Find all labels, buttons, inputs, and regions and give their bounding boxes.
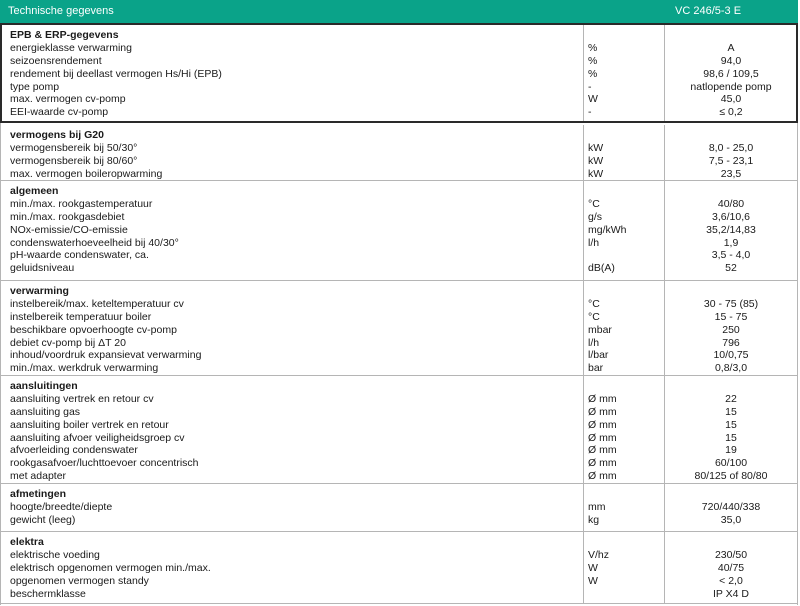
unit-cell: kW bbox=[588, 154, 604, 167]
value-cell: 94,0 bbox=[720, 54, 742, 67]
table-row bbox=[0, 432, 798, 445]
table-row bbox=[0, 575, 798, 588]
unit-cell: - bbox=[588, 106, 592, 119]
table-row bbox=[0, 155, 798, 168]
table-row bbox=[0, 362, 798, 375]
value-cell: A bbox=[727, 41, 735, 54]
value-cell: 52 bbox=[725, 262, 737, 275]
section-heading-row bbox=[0, 129, 798, 142]
parameter-label: aansluiting vertrek en retour cv bbox=[10, 392, 154, 405]
table-row bbox=[0, 324, 798, 337]
section-heading-row bbox=[0, 285, 798, 298]
parameter-label: rookgasafvoer/luchttoevoer concentrisch bbox=[10, 457, 199, 470]
parameter-label: NOx-emissie/CO-emissie bbox=[10, 223, 128, 236]
unit-cell: - bbox=[588, 80, 592, 93]
unit-cell: W bbox=[588, 574, 598, 587]
table-row bbox=[0, 444, 798, 457]
value-cell: 40/75 bbox=[717, 561, 745, 574]
section-rows bbox=[0, 185, 798, 275]
unit-cell: Ø mm bbox=[588, 444, 617, 457]
unit-cell: l/h bbox=[588, 336, 600, 349]
value-cell: 15 - 75 bbox=[714, 310, 748, 323]
table-row bbox=[0, 298, 798, 311]
section-aansluitingen bbox=[0, 376, 798, 484]
parameter-label: instelbereik/max. keteltemperatuur cv bbox=[10, 297, 184, 310]
section-heading-row bbox=[0, 185, 798, 198]
value-cell: 720/440/338 bbox=[701, 500, 761, 513]
parameter-label: elektrisch opgenomen vermogen min./max. bbox=[10, 561, 211, 574]
section-heading-row bbox=[2, 29, 796, 42]
section-heading: aansluitingen bbox=[10, 380, 78, 392]
unit-cell: W bbox=[588, 93, 598, 106]
table-row bbox=[0, 198, 798, 211]
unit-cell: Ø mm bbox=[588, 405, 617, 418]
unit-cell: °C bbox=[588, 310, 600, 323]
unit-cell: W bbox=[588, 561, 598, 574]
value-cell: 10/0,75 bbox=[713, 349, 749, 362]
section-heading: elektra bbox=[10, 536, 44, 548]
parameter-label: opgenomen vermogen standy bbox=[10, 574, 149, 587]
parameter-label: energieklasse verwarming bbox=[10, 41, 132, 54]
parameter-label: vermogensbereik bij 50/30° bbox=[10, 141, 138, 154]
section-afmetingen bbox=[0, 484, 798, 532]
section-verwarming bbox=[0, 281, 798, 376]
section-rows bbox=[0, 129, 798, 181]
section-rows bbox=[0, 285, 798, 375]
value-cell: 8,0 - 25,0 bbox=[708, 141, 754, 154]
parameter-label: afvoerleiding condenswater bbox=[10, 444, 138, 457]
unit-cell: mm bbox=[588, 500, 606, 513]
table-row bbox=[0, 514, 798, 527]
value-cell: 7,5 - 23,1 bbox=[708, 154, 754, 167]
section-rows bbox=[0, 380, 798, 483]
parameter-label: EEI-waarde cv-pomp bbox=[10, 106, 109, 119]
section-heading: EPB & ERP-gegevens bbox=[10, 29, 119, 41]
section-rows bbox=[2, 29, 796, 119]
unit-cell: V/hz bbox=[588, 548, 610, 561]
table-row bbox=[0, 562, 798, 575]
section-heading: algemeen bbox=[10, 185, 59, 197]
value-cell: 19 bbox=[725, 444, 737, 457]
parameter-label: seizoensrendement bbox=[10, 54, 102, 67]
value-cell: 80/125 of 80/80 bbox=[694, 470, 768, 483]
table-title: Technische gegevens bbox=[8, 5, 114, 17]
parameter-label: min./max. rookgastemperatuur bbox=[10, 197, 153, 210]
table-row bbox=[0, 588, 798, 601]
value-cell: 60/100 bbox=[714, 457, 748, 470]
table-row bbox=[2, 55, 796, 68]
unit-cell: mg/kWh bbox=[588, 223, 627, 236]
section-algemeen bbox=[0, 181, 798, 281]
table-row bbox=[0, 249, 798, 262]
value-cell: ≤ 0,2 bbox=[719, 106, 743, 119]
section-rows bbox=[0, 488, 798, 527]
parameter-label: min./max. rookgasdebiet bbox=[10, 210, 125, 223]
value-cell: 98,6 / 109,5 bbox=[703, 67, 759, 80]
unit-cell: °C bbox=[588, 297, 600, 310]
parameter-label: elektrische voeding bbox=[10, 548, 100, 561]
table-row bbox=[0, 501, 798, 514]
section-heading-row bbox=[0, 380, 798, 393]
table-row bbox=[0, 311, 798, 324]
section-elektra bbox=[0, 532, 798, 604]
table-row bbox=[0, 393, 798, 406]
table-row bbox=[0, 237, 798, 250]
value-cell: 796 bbox=[722, 336, 740, 349]
value-cell: natlopende pomp bbox=[690, 80, 772, 93]
value-cell: 1,9 bbox=[723, 236, 739, 249]
parameter-label: max. vermogen cv-pomp bbox=[10, 93, 126, 106]
parameter-label: met adapter bbox=[10, 470, 67, 483]
table-row bbox=[0, 142, 798, 155]
value-cell: 35,0 bbox=[720, 513, 742, 526]
value-cell: 30 - 75 (85) bbox=[703, 297, 759, 310]
parameter-label: vermogensbereik bij 80/60° bbox=[10, 154, 138, 167]
parameter-label: aansluiting afvoer veiligheidsgroep cv bbox=[10, 431, 185, 444]
value-cell: < 2,0 bbox=[719, 574, 743, 587]
section-heading: verwarming bbox=[10, 285, 69, 297]
unit-cell: Ø mm bbox=[588, 457, 617, 470]
section-heading-row bbox=[0, 536, 798, 549]
unit-cell: °C bbox=[588, 197, 600, 210]
table-row bbox=[0, 470, 798, 483]
parameter-label: pH-waarde condenswater, ca. bbox=[10, 249, 149, 262]
parameter-label: max. vermogen boileropwarming bbox=[10, 167, 163, 180]
section-heading: vermogens bij G20 bbox=[10, 129, 104, 141]
section-vermogens-bij-g20 bbox=[0, 125, 798, 181]
unit-cell: dB(A) bbox=[588, 262, 615, 275]
parameter-label: rendement bij deellast vermogen Hs/Hi (EPB) bbox=[10, 67, 222, 80]
table-row bbox=[2, 42, 796, 55]
unit-cell: Ø mm bbox=[588, 431, 617, 444]
value-cell: 23,5 bbox=[720, 167, 742, 180]
unit-cell: Ø mm bbox=[588, 418, 617, 431]
parameter-label: hoogte/breedte/diepte bbox=[10, 500, 113, 513]
unit-cell: kg bbox=[588, 513, 600, 526]
unit-cell: kW bbox=[588, 167, 604, 180]
table-row bbox=[0, 224, 798, 237]
unit-cell: l/bar bbox=[588, 349, 609, 362]
unit-cell: g/s bbox=[588, 210, 603, 223]
unit-cell: kW bbox=[588, 141, 604, 154]
table-row bbox=[2, 106, 796, 119]
value-cell: 22 bbox=[725, 392, 737, 405]
parameter-label: instelbereik temperatuur boiler bbox=[10, 310, 152, 323]
value-cell: 230/50 bbox=[714, 548, 748, 561]
unit-cell: l/h bbox=[588, 236, 600, 249]
parameter-label: beschermklasse bbox=[10, 587, 86, 600]
table-row bbox=[0, 419, 798, 432]
value-cell: 3,5 - 4,0 bbox=[711, 249, 751, 262]
unit-cell: Ø mm bbox=[588, 392, 617, 405]
unit-cell: Ø mm bbox=[588, 470, 617, 483]
parameter-label: aansluiting gas bbox=[10, 405, 81, 418]
unit-cell: % bbox=[588, 67, 598, 80]
parameter-label: aansluiting boiler vertrek en retour bbox=[10, 418, 169, 431]
parameter-label: geluidsniveau bbox=[10, 262, 75, 275]
value-cell: 45,0 bbox=[720, 93, 742, 106]
section-epb-erp-gegevens bbox=[0, 23, 798, 123]
parameter-label: inhoud/voordruk expansievat verwarming bbox=[10, 349, 202, 362]
table-header bbox=[0, 0, 798, 23]
value-cell: 3,6/10,6 bbox=[712, 210, 750, 223]
section-heading-row bbox=[0, 488, 798, 501]
value-cell: 250 bbox=[722, 323, 740, 336]
unit-cell: % bbox=[588, 41, 598, 54]
table-row bbox=[0, 349, 798, 362]
value-cell: 40/80 bbox=[717, 197, 745, 210]
parameter-label: debiet cv-pomp bij ΔT 20 bbox=[10, 336, 126, 349]
table-row bbox=[0, 457, 798, 470]
value-cell: 15 bbox=[725, 431, 737, 444]
table-row bbox=[2, 93, 796, 106]
parameter-label: type pomp bbox=[10, 80, 60, 93]
section-heading: afmetingen bbox=[10, 488, 67, 500]
section-rows bbox=[0, 536, 798, 600]
value-cell: 0,8/3,0 bbox=[714, 362, 748, 375]
value-cell: 15 bbox=[725, 405, 737, 418]
parameter-label: min./max. werkdruk verwarming bbox=[10, 362, 159, 375]
value-cell: 35,2/14,83 bbox=[706, 223, 756, 236]
model-name: VC 246/5-3 E bbox=[675, 5, 742, 17]
table-row bbox=[0, 168, 798, 181]
table-row bbox=[2, 68, 796, 81]
table-row bbox=[0, 549, 798, 562]
parameter-label: condenswaterhoeveelheid bij 40/30° bbox=[10, 236, 179, 249]
table-row bbox=[0, 406, 798, 419]
table-row bbox=[0, 211, 798, 224]
value-cell: 15 bbox=[725, 418, 737, 431]
table-row bbox=[0, 262, 798, 275]
value-cell: IP X4 D bbox=[713, 587, 749, 600]
parameter-label: beschikbare opvoerhoogte cv-pomp bbox=[10, 323, 177, 336]
table-row bbox=[2, 81, 796, 94]
unit-cell: bar bbox=[588, 362, 604, 375]
unit-cell: % bbox=[588, 54, 598, 67]
parameter-label: gewicht (leeg) bbox=[10, 513, 76, 526]
unit-cell: mbar bbox=[588, 323, 612, 336]
table-row bbox=[0, 337, 798, 350]
